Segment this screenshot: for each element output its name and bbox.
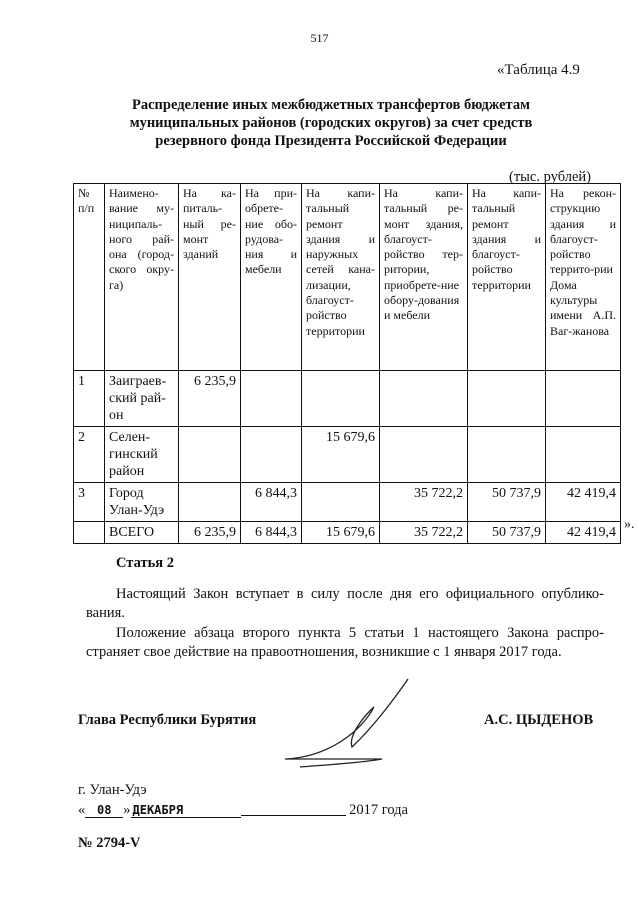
signatory-position: Глава Республики Бурятия	[78, 712, 257, 728]
handwritten-signature	[270, 675, 420, 770]
closing-quote: ».	[624, 517, 635, 532]
total-cell: 15 679,6	[302, 522, 380, 544]
value-cell	[241, 427, 302, 483]
district-name: Город Улан-Удэ	[105, 483, 179, 522]
date-close-quote: »	[123, 802, 131, 818]
header-cell: На капи-тальный ремонт здания и наружных сетей кана-лизации, благоуст-ройство территории	[302, 184, 380, 371]
value-cell	[179, 483, 241, 522]
row-number: 2	[74, 427, 105, 483]
total-cell: 6 844,3	[241, 522, 302, 544]
date-day: 08	[85, 803, 123, 818]
article-title: Статья 2	[116, 555, 174, 571]
date-open-quote: «	[78, 802, 86, 818]
value-cell: 15 679,6	[302, 427, 380, 483]
row-number: 1	[74, 371, 105, 427]
table-row	[74, 427, 621, 483]
total-cell: 42 419,4	[546, 522, 621, 544]
value-cell	[468, 427, 546, 483]
table-total-row	[74, 522, 621, 544]
header-cell: На капи-тальный ремонт здания и благоуст-ройство территории	[468, 184, 546, 371]
value-cell: 6 235,9	[179, 371, 241, 427]
document-number: № 2794-V	[78, 835, 141, 851]
date-year: 2017 года	[349, 802, 408, 818]
value-cell	[241, 371, 302, 427]
paragraph-retroactive: Положение абзаца второго пункта 5 статьи 1 настоящего Закона распро-страняет свое действие на правоотношения, возникшие с 1 января 2017 года.	[86, 625, 604, 660]
header-cell: № п/п	[74, 184, 105, 371]
date-month: ДЕКАБРЯ	[131, 803, 241, 818]
value-cell	[179, 427, 241, 483]
value-cell	[380, 427, 468, 483]
value-cell	[302, 371, 380, 427]
place: г. Улан-Удэ	[78, 782, 147, 798]
value-cell	[302, 483, 380, 522]
value-cell: 6 844,3	[241, 483, 302, 522]
value-cell	[380, 371, 468, 427]
units-label: (тыс. рублей)	[509, 169, 591, 185]
transfers-table	[73, 183, 621, 544]
total-label: ВСЕГО	[105, 522, 179, 544]
value-cell: 35 722,2	[380, 483, 468, 522]
page-number: 517	[310, 31, 329, 45]
row-number	[74, 522, 105, 544]
header-cell: На капи-тальный ре-монт здания, благоуст-ройство тер-ритории, приобрете-ние обору-дования и мебели	[380, 184, 468, 371]
table-caption: «Таблица 4.9	[497, 62, 580, 78]
signatory-name: А.С. ЦЫДЕНОВ	[484, 712, 594, 728]
header-cell: На рекон-струкцию здания и благоуст-ройство террито-рии Дома культуры имени А.П. Ваг-жанова	[546, 184, 621, 371]
header-cell: Наимено-вание му-ниципаль-ного рай-она (город-ского окру-га)	[105, 184, 179, 371]
total-cell: 35 722,2	[380, 522, 468, 544]
table-header-row	[74, 184, 621, 371]
district-name: Заиграев-ский рай-он	[105, 371, 179, 427]
value-cell	[546, 371, 621, 427]
total-cell: 6 235,9	[179, 522, 241, 544]
total-cell: 50 737,9	[468, 522, 546, 544]
date-blank-line	[241, 801, 346, 816]
district-name: Селен-гинский район	[105, 427, 179, 483]
paragraph-effective-date: Настоящий Закон вступает в силу после дня его официального опублико-вания.	[86, 586, 604, 621]
document-title: Распределение иных межбюджетных трансфертов бюджетам муниципальных районов (городских округов) за счет средств резервного фонда Президента Российской Федерации	[129, 97, 533, 149]
table-row	[74, 371, 621, 427]
value-cell	[468, 371, 546, 427]
header-cell: На при-обрете-ние обо-рудова-ния и мебели	[241, 184, 302, 371]
value-cell	[546, 427, 621, 483]
table-row	[74, 483, 621, 522]
value-cell: 42 419,4	[546, 483, 621, 522]
document-date	[78, 801, 408, 819]
row-number: 3	[74, 483, 105, 522]
header-cell: На ка-питаль-ный ре-монт зданий	[179, 184, 241, 371]
value-cell: 50 737,9	[468, 483, 546, 522]
